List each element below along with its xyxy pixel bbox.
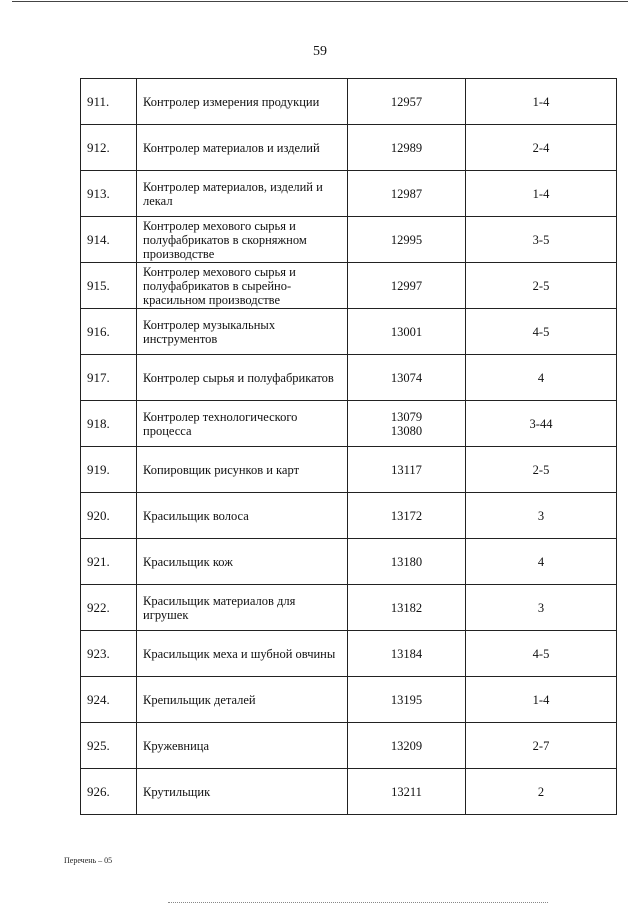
row-number: 917. xyxy=(81,355,137,401)
profession-name: Кружевница xyxy=(137,723,348,769)
grade-range: 2-5 xyxy=(466,447,617,493)
profession-name: Крутильщик xyxy=(137,769,348,815)
code-value: 13172 xyxy=(390,508,423,523)
grade-range: 3-44 xyxy=(466,401,617,447)
table-row xyxy=(81,585,617,631)
profession-name: Контролер мехового сырья и полуфабрикатов в сырейно-красильном производстве xyxy=(137,263,348,309)
table-row xyxy=(81,355,617,401)
row-number: 915. xyxy=(81,263,137,309)
grade-range: 3 xyxy=(466,493,617,539)
grade-range: 1-4 xyxy=(466,677,617,723)
profession-code xyxy=(348,355,466,401)
profession-name: Крепильщик деталей xyxy=(137,677,348,723)
grade-range: 2-7 xyxy=(466,723,617,769)
code-value: 13182 xyxy=(390,600,423,615)
row-number: 920. xyxy=(81,493,137,539)
profession-code xyxy=(348,585,466,631)
row-number: 921. xyxy=(81,539,137,585)
footer-label: Перечень – 05 xyxy=(64,856,113,865)
profession-code xyxy=(348,401,466,447)
top-border-line xyxy=(12,1,628,2)
row-number: 913. xyxy=(81,171,137,217)
table-row xyxy=(81,769,617,815)
grade-range: 3 xyxy=(466,585,617,631)
grade-range: 1-4 xyxy=(466,79,617,125)
grade-range: 4-5 xyxy=(466,631,617,677)
code-value: 13195 xyxy=(390,692,423,707)
profession-code xyxy=(348,217,466,263)
grade-range: 2-5 xyxy=(466,263,617,309)
row-number: 926. xyxy=(81,769,137,815)
code-value: 12997 xyxy=(390,278,423,293)
grade-range: 4 xyxy=(466,355,617,401)
profession-code xyxy=(348,79,466,125)
bottom-dotted-line xyxy=(168,902,548,903)
table-row xyxy=(81,401,617,447)
table-body xyxy=(81,79,617,815)
profession-name: Контролер сырья и полуфабрикатов xyxy=(137,355,348,401)
grade-range: 1-4 xyxy=(466,171,617,217)
profession-name: Контролер измерения продукции xyxy=(137,79,348,125)
table-row xyxy=(81,79,617,125)
profession-name: Контролер материалов и изделий xyxy=(137,125,348,171)
profession-name: Красильщик меха и шубной овчины xyxy=(137,631,348,677)
profession-code xyxy=(348,447,466,493)
table-row xyxy=(81,723,617,769)
grade-range: 4-5 xyxy=(466,309,617,355)
profession-name: Копировщик рисунков и карт xyxy=(137,447,348,493)
grade-range: 3-5 xyxy=(466,217,617,263)
profession-code xyxy=(348,263,466,309)
profession-code xyxy=(348,309,466,355)
profession-code xyxy=(348,677,466,723)
profession-code xyxy=(348,539,466,585)
code-value: 13184 xyxy=(390,646,423,661)
table-row xyxy=(81,263,617,309)
profession-code xyxy=(348,631,466,677)
row-number: 912. xyxy=(81,125,137,171)
code-value: 12989 xyxy=(390,140,423,155)
table-row xyxy=(81,447,617,493)
table-row xyxy=(81,631,617,677)
row-number: 923. xyxy=(81,631,137,677)
table-row xyxy=(81,309,617,355)
profession-name: Красильщик кож xyxy=(137,539,348,585)
profession-name: Красильщик волоса xyxy=(137,493,348,539)
professions-table xyxy=(80,78,617,815)
grade-range: 2-4 xyxy=(466,125,617,171)
row-number: 924. xyxy=(81,677,137,723)
table-row xyxy=(81,217,617,263)
table-row xyxy=(81,125,617,171)
code-value: 12995 xyxy=(390,232,423,247)
profession-code xyxy=(348,493,466,539)
profession-code xyxy=(348,171,466,217)
row-number: 911. xyxy=(81,79,137,125)
profession-code xyxy=(348,769,466,815)
code-value: 12987 xyxy=(390,186,423,201)
table-row xyxy=(81,493,617,539)
code-value: 13074 xyxy=(390,370,423,385)
profession-name: Контролер материалов, изделий и лекал xyxy=(137,171,348,217)
page-number: 59 xyxy=(313,44,327,59)
profession-name: Контролер мехового сырья и полуфабрикатов в скорняжном производстве xyxy=(137,217,348,263)
row-number: 916. xyxy=(81,309,137,355)
row-number: 914. xyxy=(81,217,137,263)
grade-range: 2 xyxy=(466,769,617,815)
code-value: 12957 xyxy=(390,94,423,109)
code-value: 13211 xyxy=(391,784,422,799)
row-number: 918. xyxy=(81,401,137,447)
code-value: 13180 xyxy=(390,554,423,569)
code-value: 13209 xyxy=(390,738,423,753)
row-number: 922. xyxy=(81,585,137,631)
code-value: 13079 xyxy=(390,409,423,424)
profession-code xyxy=(348,723,466,769)
profession-code xyxy=(348,125,466,171)
code-value: 13001 xyxy=(390,324,423,339)
grade-range: 4 xyxy=(466,539,617,585)
code-value: 13080 xyxy=(390,423,423,438)
code-value: 13117 xyxy=(391,462,422,477)
profession-name: Контролер музыкальных инструментов xyxy=(137,309,348,355)
table-row xyxy=(81,539,617,585)
table-row xyxy=(81,677,617,723)
table-row xyxy=(81,171,617,217)
row-number: 919. xyxy=(81,447,137,493)
profession-name: Красильщик материалов для игрушек xyxy=(137,585,348,631)
profession-name: Контролер технологического процесса xyxy=(137,401,348,447)
row-number: 925. xyxy=(81,723,137,769)
